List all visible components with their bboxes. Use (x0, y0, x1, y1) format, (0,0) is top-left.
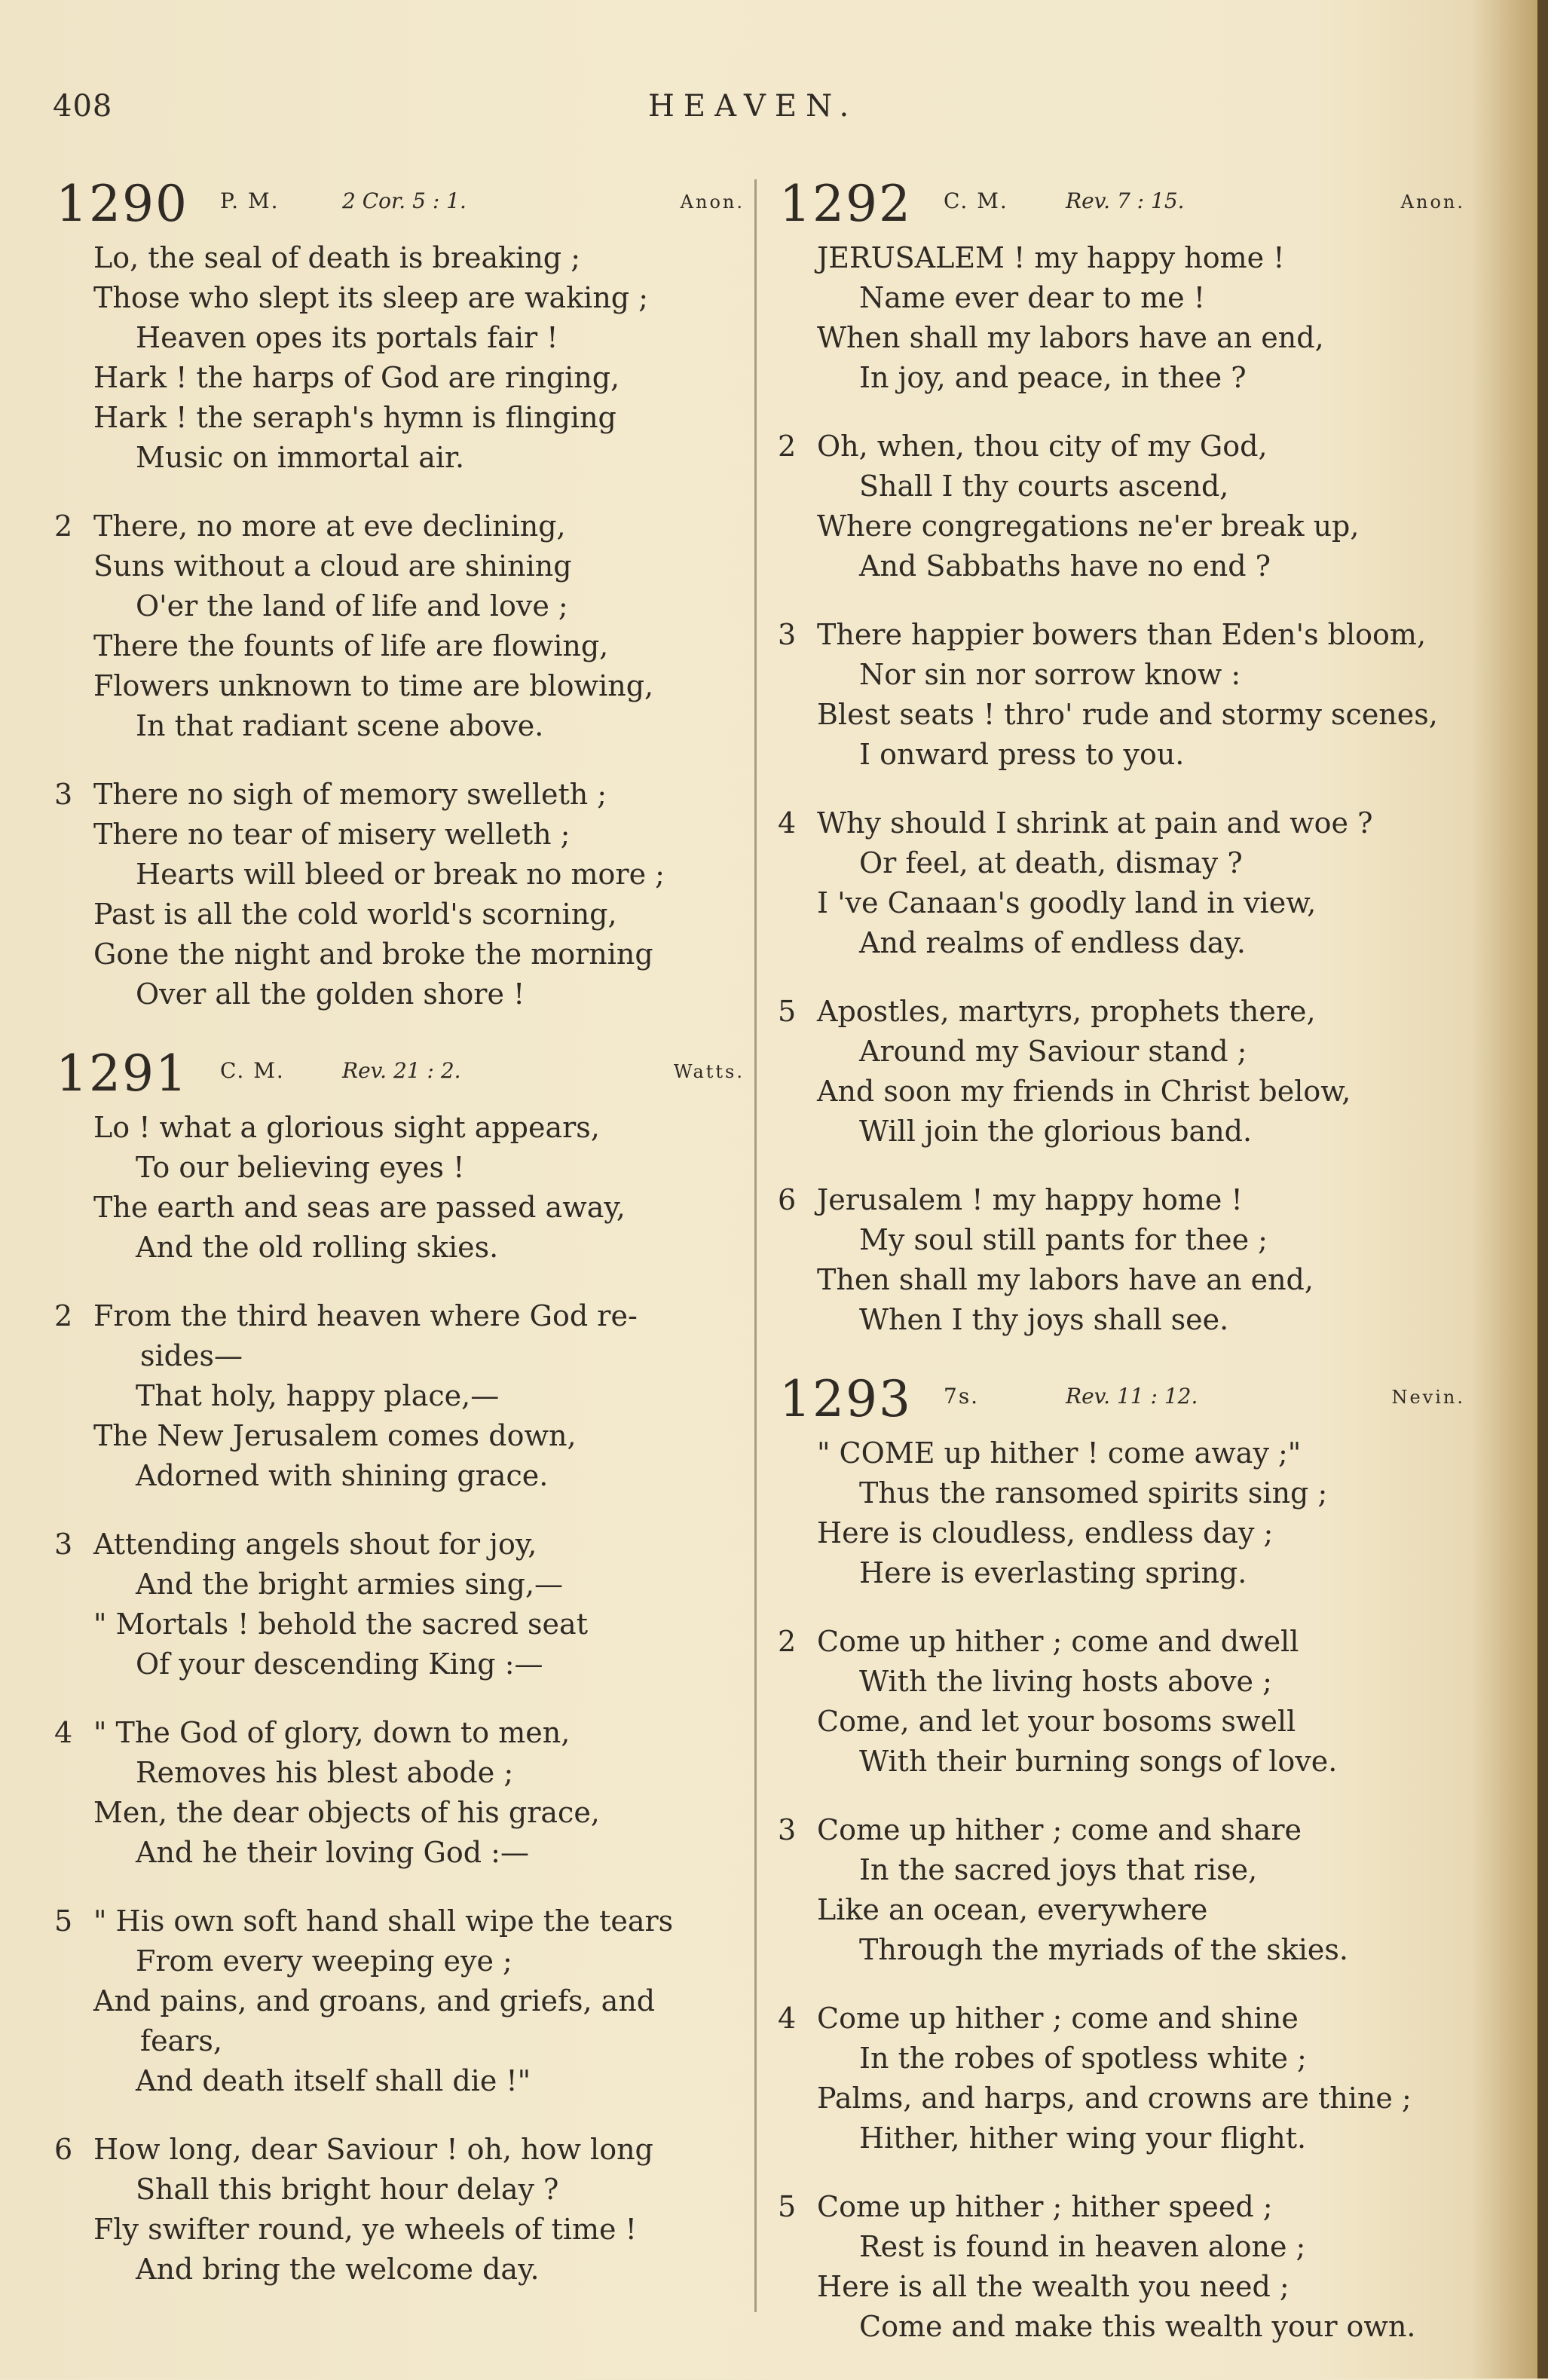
verse-line: Through the myriads of the skies. (859, 1933, 1348, 1966)
hymn-number: 1293 (779, 1370, 912, 1428)
stanza-number: 2 (54, 509, 73, 543)
verse-line: Music on immortal air. (136, 441, 465, 474)
hymn-header (48, 1045, 749, 1108)
verse-line: " The God of glory, down to men, (93, 1716, 571, 1749)
verse-line: And the old rolling skies. (136, 1231, 499, 1264)
hymn (772, 1370, 1470, 2347)
hymn-header (772, 175, 1470, 238)
verse-line: JERUSALEM ! my happy home ! (817, 241, 1285, 274)
verse-line: In joy, and peace, in thee ? (859, 361, 1247, 394)
verse-line: There, no more at eve declining, (93, 509, 566, 543)
verse-line: There no tear of misery welleth ; (93, 818, 571, 851)
stanza (772, 615, 1470, 775)
verse-line: Come up hither ; hither speed ; (817, 2190, 1273, 2223)
verse-line: Suns without a cloud are shining (93, 549, 572, 583)
stanza-number: 2 (778, 1625, 797, 1658)
verse-line: There happier bowers than Eden's bloom, (817, 618, 1427, 651)
running-title: HEAVEN. (648, 89, 858, 124)
verse-line: " COME up hither ! come away ;" (817, 1436, 1302, 1470)
verse-line: With the living hosts above ; (859, 1665, 1272, 1698)
hymn-number: 1292 (779, 175, 912, 233)
stanza (48, 1296, 749, 1496)
scripture-reference: Rev. 7 : 15. (1066, 188, 1185, 213)
verse-line: Rest is found in heaven alone ; (859, 2230, 1306, 2263)
hymn-header (772, 1370, 1470, 1433)
verse-line: When I thy joys shall see. (859, 1303, 1229, 1336)
hymn-number: 1291 (56, 1045, 188, 1103)
verse-line: In the robes of spotless white ; (859, 2042, 1307, 2075)
column-divider (754, 179, 757, 2312)
verse-line: Fly swifter round, ye wheels of time ! (93, 2213, 637, 2246)
verse-line: Oh, when, thou city of my God, (817, 430, 1268, 463)
verse-line: In that radiant scene above. (136, 709, 544, 742)
hymn-number: 1290 (56, 175, 188, 233)
hymn-header (48, 175, 749, 238)
verse-line: Come, and let your bosoms swell (817, 1705, 1296, 1738)
verse-line: I onward press to you. (859, 738, 1185, 771)
hymn-author: Watts. (673, 1061, 745, 1082)
verse-line: Gone the night and broke the morning (93, 938, 653, 971)
verse-line: I 've Canaan's goodly land in view, (817, 886, 1317, 919)
stanza (772, 1433, 1470, 1593)
stanza-number: 2 (54, 1299, 73, 1332)
verse-line: Hark ! the seraph's hymn is flinging (93, 401, 616, 434)
stanza-number: 3 (778, 1813, 797, 1846)
stanza-number: 3 (778, 618, 797, 651)
hymn-meter: C. M. (944, 188, 1008, 213)
verse-line: Apostles, martyrs, prophets there, (817, 995, 1316, 1028)
verse-line: sides— (140, 1339, 243, 1372)
stanza (48, 1108, 749, 1268)
verse-line: Thus the ransomed spirits sing ; (859, 1476, 1328, 1510)
stanza (772, 1999, 1470, 2158)
verse-line: And Sabbaths have no end ? (859, 549, 1271, 583)
verse-line: Where congregations ne'er break up, (817, 509, 1360, 543)
verse-line: Hither, hither wing your flight. (859, 2122, 1307, 2155)
stanza (48, 2130, 749, 2290)
verse-line: Will join the glorious band. (859, 1115, 1253, 1148)
verse-line: And realms of endless day. (859, 926, 1246, 959)
stanza-number: 3 (54, 778, 73, 811)
page-number: 408 (53, 89, 113, 124)
verse-line: And death itself shall die !" (136, 2064, 531, 2097)
scripture-reference: Rev. 11 : 12. (1066, 1384, 1198, 1409)
verse-line: Heaven opes its portals fair ! (136, 321, 558, 354)
scripture-reference: Rev. 21 : 2. (342, 1058, 461, 1083)
stanza (48, 1525, 749, 1684)
stanza (772, 1180, 1470, 1340)
verse-line: " Mortals ! behold the sacred seat (93, 1608, 588, 1641)
verse-line: fears, (140, 2024, 222, 2057)
verse-line: O'er the land of life and love ; (136, 589, 568, 623)
verse-line: From every weeping eye ; (136, 1944, 512, 1978)
verse-line: Then shall my labors have an end, (817, 1263, 1314, 1296)
hymn-meter: 7s. (944, 1384, 980, 1409)
verse-line: With their burning songs of love. (859, 1745, 1338, 1778)
left-column (48, 175, 749, 2323)
verse-line: Those who slept its sleep are waking ; (93, 281, 649, 314)
verse-line: How long, dear Saviour ! oh, how long (93, 2133, 653, 2166)
verse-line: Come and make this wealth your own. (859, 2310, 1416, 2343)
hymn (48, 1045, 749, 2290)
verse-line: Around my Saviour stand ; (859, 1035, 1247, 1068)
verse-line: There the founts of life are flowing, (93, 629, 609, 662)
verse-line: When shall my labors have an end, (817, 321, 1324, 354)
verse-line: Here is cloudless, endless day ; (817, 1516, 1274, 1549)
page-edge (1537, 0, 1548, 2378)
hymn-author: Anon. (1400, 191, 1465, 213)
verse-line: Flowers unknown to time are blowing, (93, 669, 654, 702)
verse-line: Come up hither ; come and dwell (817, 1625, 1299, 1658)
stanza-number: 5 (54, 1904, 73, 1938)
verse-line: Or feel, at death, dismay ? (859, 846, 1243, 879)
verse-line: Come up hither ; come and share (817, 1813, 1302, 1846)
stanza (772, 1622, 1470, 1782)
hymn-meter: C. M. (220, 1058, 285, 1083)
verse-line: Of your descending King :— (136, 1647, 543, 1681)
verse-line: My soul still pants for thee ; (859, 1223, 1268, 1256)
verse-line: And soon my friends in Christ below, (817, 1075, 1351, 1108)
verse-line: The New Jerusalem comes down, (93, 1419, 577, 1452)
stanza (772, 2187, 1470, 2347)
verse-line: Nor sin nor sorrow know : (859, 658, 1241, 691)
stanza-number: 5 (778, 995, 797, 1028)
stanza (772, 992, 1470, 1152)
stanza (772, 1810, 1470, 1970)
verse-line: Here is everlasting spring. (859, 1556, 1247, 1589)
stanza-number: 4 (778, 2002, 797, 2035)
stanza-number: 4 (778, 806, 797, 840)
stanza (48, 1713, 749, 1873)
verse-line: Why should I shrink at pain and woe ? (817, 806, 1373, 840)
verse-line: To our believing eyes ! (136, 1151, 465, 1184)
stanza (772, 427, 1470, 586)
stanza-number: 6 (54, 2133, 73, 2166)
stanza-number: 5 (778, 2190, 797, 2223)
verse-line: Like an ocean, everywhere (817, 1893, 1208, 1926)
verse-line: Over all the golden shore ! (136, 977, 525, 1011)
verse-line: And pains, and groans, and griefs, and (93, 1984, 656, 2017)
stanza-number: 2 (778, 430, 797, 463)
verse-line: The earth and seas are passed away, (93, 1191, 626, 1224)
stanza (772, 803, 1470, 963)
stanza (772, 238, 1470, 398)
stanza-number: 6 (778, 1183, 797, 1216)
hymn (48, 175, 749, 1014)
hymn-author: Nevin. (1391, 1387, 1465, 1408)
hymn (772, 175, 1470, 1340)
verse-line: Name ever dear to me ! (859, 281, 1206, 314)
stanza-number: 3 (54, 1528, 73, 1561)
verse-line: Shall this bright hour delay ? (136, 2173, 559, 2206)
verse-line: And the bright armies sing,— (136, 1568, 564, 1601)
verse-line: Lo ! what a glorious sight appears, (93, 1111, 600, 1144)
verse-line: Adorned with shining grace. (136, 1459, 549, 1492)
verse-line: " His own soft hand shall wipe the tears (93, 1904, 674, 1938)
verse-line: Here is all the wealth you need ; (817, 2270, 1289, 2303)
verse-line: Jerusalem ! my happy home ! (817, 1183, 1243, 1216)
verse-line: Removes his blest abode ; (136, 1756, 514, 1789)
verse-line: From the third heaven where God re- (93, 1299, 638, 1332)
stanza (48, 238, 749, 478)
verse-line: That holy, happy place,— (136, 1379, 500, 1412)
page-header (0, 89, 1507, 142)
verse-line: Blest seats ! thro' rude and stormy scenes, (817, 698, 1438, 731)
verse-line: Come up hither ; come and shine (817, 2002, 1299, 2035)
verse-line: There no sigh of memory swelleth ; (93, 778, 607, 811)
verse-line: And he their loving God :— (136, 1836, 529, 1869)
stanza (48, 506, 749, 746)
verse-line: Hearts will bleed or break no more ; (136, 858, 665, 891)
verse-line: Palms, and harps, and crowns are thine ; (817, 2082, 1412, 2115)
hymn-meter: P. M. (220, 188, 280, 213)
verse-line: In the sacred joys that rise, (859, 1853, 1258, 1886)
scripture-reference: 2 Cor. 5 : 1. (342, 188, 467, 213)
hymn-author: Anon. (680, 191, 745, 213)
right-column (772, 175, 1470, 2380)
stanza (48, 775, 749, 1014)
verse-line: And bring the welcome day. (136, 2253, 540, 2286)
stanza (48, 1901, 749, 2101)
verse-line: Men, the dear objects of his grace, (93, 1796, 600, 1829)
stanza-number: 4 (54, 1716, 73, 1749)
verse-line: Hark ! the harps of God are ringing, (93, 361, 620, 394)
verse-line: Shall I thy courts ascend, (859, 470, 1229, 503)
verse-line: Lo, the seal of death is breaking ; (93, 241, 580, 274)
verse-line: Attending angels shout for joy, (93, 1528, 537, 1561)
verse-line: Past is all the cold world's scorning, (93, 898, 617, 931)
